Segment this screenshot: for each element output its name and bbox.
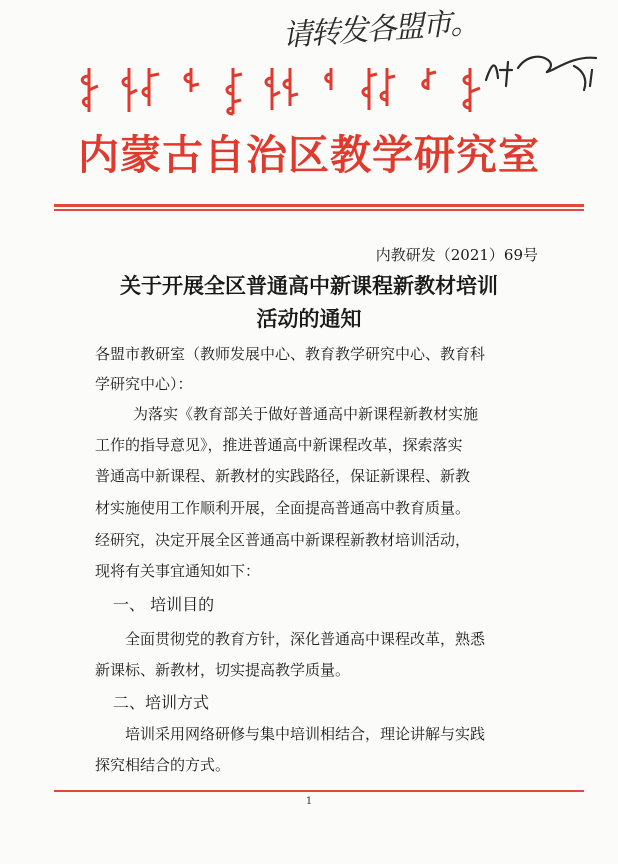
mongolian-word-icon xyxy=(76,66,102,114)
org-name-header: 内蒙古自治区教学研究室 xyxy=(78,131,540,179)
mongolian-org-name xyxy=(76,66,486,118)
salutation-line: 各盟市教研室（教师发展中心、教育教学研究中心、教育科 xyxy=(95,345,486,363)
paragraph-line: 全面贯彻党的教育方针，深化普通高中课程改革，熟悉 xyxy=(125,630,486,648)
document-title-line-2: 活动的通知 xyxy=(256,306,362,331)
paragraph-line: 培训采用网络研修与集中培训相结合，理论讲解与实践 xyxy=(125,725,486,743)
paragraph-line: 工作的指导意见》，推进普通高中新课程改革，探索落实 xyxy=(95,436,463,454)
page-number: 1 xyxy=(305,796,313,807)
section-heading: 一、 培训目的 xyxy=(113,595,215,614)
mongolian-word-icon xyxy=(319,66,343,94)
mongolian-word-icon xyxy=(416,66,440,94)
paragraph-line: 经研究，决定开展全区普通高中新课程新教材培训活动， xyxy=(95,531,471,549)
section-heading: 二、培训方式 xyxy=(113,693,210,712)
salutation-line: 学研究中心）： xyxy=(95,375,193,393)
paragraph-line: 新课标、新教材，切实提高教学质量。 xyxy=(95,661,351,679)
header-red-rule-thin xyxy=(54,209,584,211)
paragraph-line: 普通高中新课程、新教材的实践路径，保证新课程、新教 xyxy=(95,467,471,485)
paragraph-line: 材实施使用工作顺利开展，全面提高普通高中教育质量。 xyxy=(95,499,471,517)
mongolian-word-icon xyxy=(262,66,302,114)
footer-red-rule xyxy=(54,790,584,792)
mongolian-word-icon xyxy=(179,66,203,96)
document-number: 内教研发（2021）69号 xyxy=(375,246,538,264)
mongolian-word-icon xyxy=(220,66,246,116)
paragraph-line: 现将有关事宜通知如下： xyxy=(95,562,261,580)
mongolian-word-icon xyxy=(359,66,399,114)
mongolian-word-icon xyxy=(119,66,163,114)
handwritten-signature xyxy=(478,40,608,100)
paragraph-line: 为落实《教育部关于做好普通高中新课程新教材实施 xyxy=(133,405,479,423)
handwritten-note: 请转发各盟市。 xyxy=(281,5,480,54)
paragraph-line: 探究相结合的方式。 xyxy=(95,756,231,774)
header-red-rule xyxy=(54,204,584,207)
document-title-line-1: 关于开展全区普通高中新课程新教材培训 xyxy=(120,273,498,298)
mongolian-word-icon xyxy=(456,66,486,114)
